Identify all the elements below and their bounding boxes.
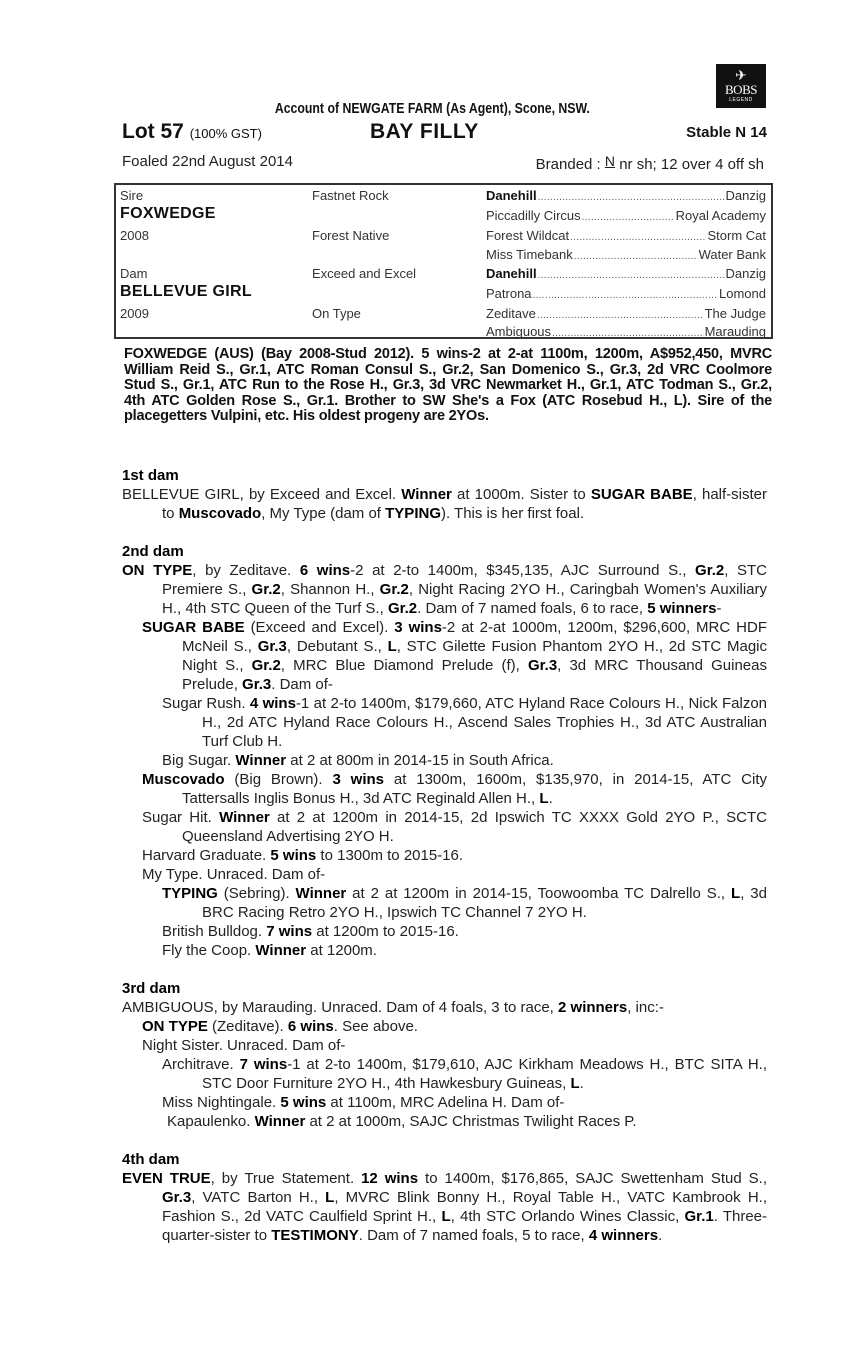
produce-entry: ON TYPE, by Zeditave. 6 wins-2 at 2-to 1400m, $345,135, AJC Surround S., Gr.2, STC Premiere S., Gr.2, Shannon H., Gr.2, Night Racing 2YO H., Caringbah Women's Auxiliary H., 4th STC Queen of the Turf S., Gr.2. Dam of 7 named foals, 6 to race, 5 winners- — [122, 562, 767, 617]
gen3-row — [486, 306, 766, 321]
leader-dots — [582, 208, 675, 223]
lot-description: BAY FILLY — [370, 120, 479, 143]
lot-number — [122, 120, 262, 144]
leader-dots — [538, 266, 725, 281]
brand-info — [536, 153, 764, 173]
gen2-dam-sire: Exceed and Excel — [312, 266, 417, 281]
gen3-row — [486, 266, 766, 281]
leader-dots — [537, 306, 704, 321]
dam-heading: 1st dam — [122, 467, 179, 484]
dam-section — [122, 466, 767, 523]
produce-entry: EVEN TRUE, by True Statement. 12 wins to 1400m, $176,865, SAJC Swettenham Stud S., Gr.3, VATC Barton H., L, MVRC Blink Bonny H., Royal Table H., VATC Kambrook H., Fashion S., 2d VATC Caulfield Sprint H., L, 4th STC Orlando Wines Classic, Gr.1. Three-quarter-sister to TESTIMONY. Dam of 7 named foals, 5 to race, 4 winners. — [122, 1170, 768, 1244]
gen3-sire: Water Bank — [698, 247, 766, 262]
dam-year: 2009 — [120, 306, 149, 321]
produce-entry: Night Sister. Unraced. Dam of- — [142, 1037, 346, 1054]
leader-dots — [538, 188, 725, 203]
dam-heading: 2nd dam — [122, 543, 184, 560]
gen2-sire-sire: Fastnet Rock — [312, 188, 389, 203]
dam-name: BELLEVUE GIRL — [120, 283, 252, 300]
logo-text: BOBS — [725, 82, 757, 97]
lot-label: Lot 57 — [122, 120, 184, 143]
produce-entry: Fly the Coop. Winner at 1200m. — [162, 942, 377, 959]
gen3-row — [486, 188, 766, 203]
produce-entry: Big Sugar. Winner at 2 at 800m in 2014-15 in South Africa. — [162, 752, 554, 769]
gen3-name: Danehill — [486, 266, 537, 281]
produce-entry: TYPING (Sebring). Winner at 2 at 1200m in 2014-15, Toowoomba TC Dalrello S., L, 3d BRC Racing Retro 2YO H., Ipswich TC Channel 7 2YO H. — [162, 885, 767, 921]
dam-heading: 4th dam — [122, 1151, 180, 1168]
dam-heading: 3rd dam — [122, 980, 181, 997]
stable-location: Stable N 14 — [686, 124, 767, 141]
brand-mark-icon: N — [604, 153, 616, 169]
gen3-row — [486, 247, 766, 262]
gen3-row — [486, 286, 766, 301]
produce-entry: AMBIGUOUS, by Marauding. Unraced. Dam of 4 foals, 3 to race, 2 winners, inc:- — [122, 999, 664, 1016]
vendor-account: Account of NEWGATE FARM (As Agent), Scone, NSW. — [274, 100, 590, 117]
gen3-name: Ambiguous — [486, 324, 552, 339]
racehorse-icon: ✈ — [735, 67, 747, 83]
leader-dots — [552, 324, 704, 339]
produce-entry: SUGAR BABE (Exceed and Excel). 3 wins-2 at 2-at 1000m, 1200m, $296,600, MRC HDF McNeil S., Gr.3, Debutant S., L, STC Gilette Fusion Phantom 2YO H., 2d STC Magic Night S., Gr.2, MRC Blue Diamond Prelude (f), Gr.3, 3d MRC Thousand Guineas Prelude, Gr.3. Dam of- — [142, 619, 768, 693]
produce-entry: Architrave. 7 wins-1 at 2-to 1400m, $179,610, AJC Kirkham Meadows H., BTC SITA H., STC Door Furniture 2YO H., 4th Hawkesbury Guineas, L. — [162, 1056, 767, 1092]
gen3-row — [486, 208, 766, 223]
produce-entry: Sugar Hit. Winner at 2 at 1200m in 2014-15, 2d Ipswich TC XXXX Gold 2YO P., SCTC Queensland Advertising 2YO H. — [142, 809, 767, 845]
lot-header — [122, 120, 767, 148]
leader-dots — [570, 228, 706, 243]
sire-summary: FOXWEDGE (AUS) (Bay 2008-Stud 2012). 5 wins-2 at 2-at 1100m, 1200m, A$952,450, MVRC William Reid S., Gr.1, ATC Roman Consul S., Gr.2, San Domenico S., Gr.3, 2d VRC Coolmore Stud S., Gr.1, ATC Run to the Rose H., Gr.3, 3d VRC Newmarket H., Gr.1, ATC Todman S., Gr.2, 4th ATC Golden Rose S., Gr.1. Brother to SW She's a Fox (ATC Rosebud H., L). Sire of the placegetters Vulpini, etc. His oldest progeny are 2YOs. — [124, 346, 772, 424]
gen3-sire: Lomond — [719, 286, 766, 301]
produce-entry: Kapaulenko. Winner at 2 at 1000m, SAJC Christmas Twilight Races P. — [167, 1113, 637, 1130]
logo-subtext: LEGEND — [729, 97, 753, 103]
produce-entry: British Bulldog. 7 wins at 1200m to 2015-16. — [162, 923, 459, 940]
gen2-dam-dam: On Type — [312, 306, 361, 321]
gen3-name: Miss Timebank — [486, 247, 573, 262]
female-family — [122, 466, 767, 1264]
produce-entry: BELLEVUE GIRL, by Exceed and Excel. Winner at 1000m. Sister to SUGAR BABE, half-sister to Muscovado, My Type (dam of TYPING). This is her first foal. — [122, 486, 767, 522]
gen3-sire: Storm Cat — [707, 228, 766, 243]
dam-section — [122, 542, 767, 960]
leader-dots — [574, 247, 698, 262]
gen3-sire: Royal Academy — [675, 208, 766, 223]
gen3-name: Patrona — [486, 286, 532, 301]
gen3-name: Forest Wildcat — [486, 228, 570, 243]
gen3-name: Danehill — [486, 188, 537, 203]
produce-entry: My Type. Unraced. Dam of- — [142, 866, 326, 883]
produce-entry: ON TYPE (Zeditave). 6 wins. See above. — [142, 1018, 418, 1035]
foaled-date: Foaled 22nd August 2014 — [122, 153, 293, 170]
pedigree-table — [114, 183, 773, 339]
gen3-sire: Danzig — [725, 188, 766, 203]
gst-note: (100% GST) — [189, 126, 262, 141]
gen3-row — [486, 324, 766, 339]
produce-entry: Miss Nightingale. 5 wins at 1100m, MRC Adelina H. Dam of- — [162, 1094, 565, 1111]
branded-label: Branded : — [535, 156, 601, 173]
gen3-name: Piccadilly Circus — [486, 208, 581, 223]
produce-entry: Harvard Graduate. 5 wins to 1300m to 2015-16. — [142, 847, 464, 864]
dam-section — [122, 1150, 767, 1245]
dam-section — [122, 979, 767, 1131]
sire-label: Sire — [120, 188, 144, 203]
leader-dots — [533, 286, 718, 301]
produce-entry: Muscovado (Big Brown). 3 wins at 1300m, 1600m, $135,970, in 2014-15, ATC City Tattersalls Inglis Bonus H., 3d ATC Reginald Allen H., L. — [142, 771, 767, 807]
gen3-row — [486, 228, 766, 243]
produce-entry: Sugar Rush. 4 wins-1 at 2-to 1400m, $179,660, ATC Hyland Race Colours H., Nick Falzon H., 2d ATC Hyland Race Colours H., Ascend Sales Trophies H., 3d ATC Australian Turf Club H. — [162, 695, 767, 750]
gen3-sire: Danzig — [725, 266, 766, 281]
sire-name: FOXWEDGE — [120, 205, 216, 222]
sire-year: 2008 — [120, 228, 149, 243]
gen3-sire: Marauding — [704, 324, 766, 339]
gen3-sire: The Judge — [704, 306, 766, 321]
branded-detail: nr sh; 12 over 4 off sh — [619, 156, 764, 173]
dam-label: Dam — [120, 266, 148, 281]
gen2-sire-dam: Forest Native — [312, 228, 390, 243]
gen3-name: Zeditave — [486, 306, 536, 321]
